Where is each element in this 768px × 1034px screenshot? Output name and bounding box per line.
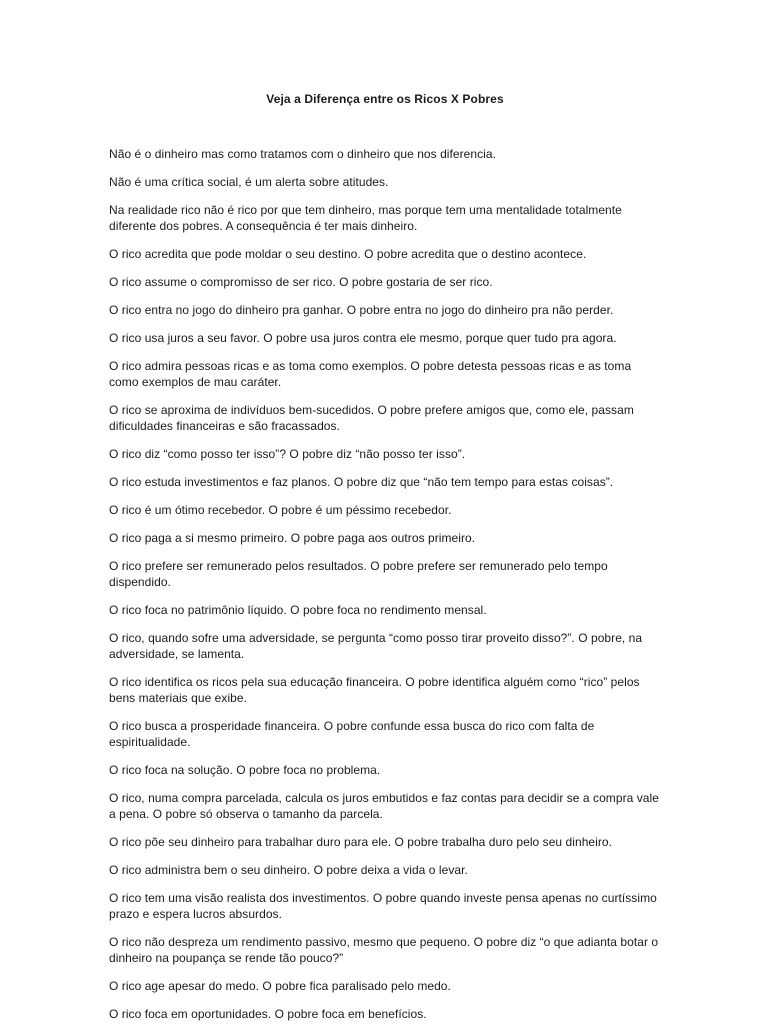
paragraph: Não é o dinheiro mas como tratamos com o dinheiro que nos diferencia. <box>109 147 496 161</box>
paragraph: O rico foca em oportunidades. O pobre foca em benefícios. <box>109 1007 427 1021</box>
paragraph: O rico diz “como posso ter isso”? O pobre diz “não posso ter isso”. <box>109 447 466 461</box>
paragraph: O rico foca na solução. O pobre foca no problema. <box>109 763 381 777</box>
paragraph: O rico, quando sofre uma adversidade, se pergunta “como posso tirar proveito disso?”. O pobre, na adversidade, se lamenta. <box>109 631 643 661</box>
paragraph: O rico se aproxima de indivíduos bem-sucedidos. O pobre prefere amigos que, como ele, passam dificuldades financeiras e são fracassados. <box>109 403 634 433</box>
paragraph: O rico entra no jogo do dinheiro pra ganhar. O pobre entra no jogo do dinheiro pra não perder. <box>109 303 614 317</box>
paragraph: O rico acredita que pode moldar o seu destino. O pobre acredita que o destino acontece. <box>109 247 587 261</box>
paragraph: O rico foca no patrimônio líquido. O pobre foca no rendimento mensal. <box>109 603 487 617</box>
document-body <box>109 146 661 1034</box>
paragraph: O rico, numa compra parcelada, calcula os juros embutidos e faz contas para decidir se a compra vale a pena. O pobre só observa o tamanho da parcela. <box>109 791 659 821</box>
paragraph: O rico paga a si mesmo primeiro. O pobre paga aos outros primeiro. <box>109 531 476 545</box>
paragraph: O rico estuda investimentos e faz planos. O pobre diz que “não tem tempo para estas coisas”. <box>109 475 614 489</box>
paragraph: O rico prefere ser remunerado pelos resultados. O pobre prefere ser remunerado pelo tempo dispendido. <box>109 559 608 589</box>
paragraph: O rico põe seu dinheiro para trabalhar duro para ele. O pobre trabalha duro pelo seu dinheiro. <box>109 835 613 849</box>
paragraph: O rico usa juros a seu favor. O pobre usa juros contra ele mesmo, porque quer tudo pra agora. <box>109 331 617 345</box>
paragraph: O rico busca a prosperidade financeira. O pobre confunde essa busca do rico com falta de espiritualidade. <box>109 719 595 749</box>
paragraph: O rico tem uma visão realista dos investimentos. O pobre quando investe pensa apenas no curtíssimo prazo e espera lucros absurdos. <box>109 891 657 921</box>
paragraph: Não é uma crítica social, é um alerta sobre atitudes. <box>109 175 389 189</box>
paragraph: O rico administra bem o seu dinheiro. O pobre deixa a vida o levar. <box>109 863 468 877</box>
paragraph: O rico é um ótimo recebedor. O pobre é um péssimo recebedor. <box>109 503 452 517</box>
document-title: Veja a Diferença entre os Ricos X Pobres <box>266 92 504 106</box>
paragraph: Na realidade rico não é rico por que tem dinheiro, mas porque tem uma mentalidade totalmente diferente dos pobres. A consequência é ter mais dinheiro. <box>109 203 622 233</box>
paragraph: O rico assume o compromisso de ser rico. O pobre gostaria de ser rico. <box>109 275 493 289</box>
paragraph: O rico age apesar do medo. O pobre fica paralisado pelo medo. <box>109 979 451 993</box>
paragraph: O rico identifica os ricos pela sua educação financeira. O pobre identifica alguém como “rico” pelos bens materiais que exibe. <box>109 675 640 705</box>
paragraph: O rico admira pessoas ricas e as toma como exemplos. O pobre detesta pessoas ricas e as toma como exemplos de mau caráter. <box>109 359 632 389</box>
paragraph: O rico não despreza um rendimento passivo, mesmo que pequeno. O pobre diz “o que adianta botar o dinheiro na poupança se rende tão pouco?” <box>109 935 659 965</box>
